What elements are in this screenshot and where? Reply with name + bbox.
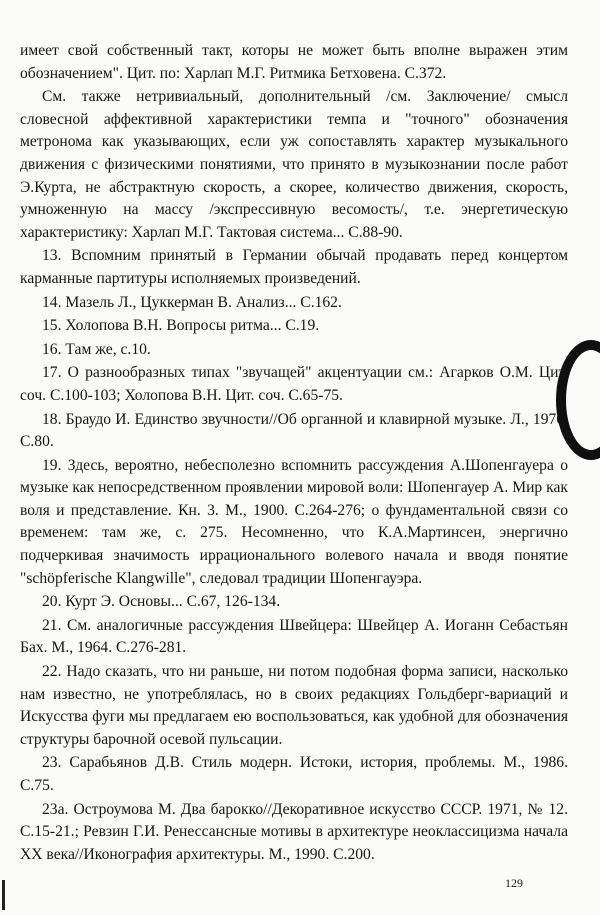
footnote-17: 17. О разнообразных типах "звучащей" акцентуации см.: Агарков О.М. Цит. соч. С.100-103; Холопова В.Н. Цит. соч. С.65-75. (20, 364, 568, 404)
footnote-18: 18. Браудо И. Единство звучности//Об органной и клавирной музыке. Л., 1976. С.80. (20, 410, 568, 451)
footnote-21: 21. См. аналогичные рассуждения Швейцера: Швейцер А. Иоганн Себастьян Бах. М., 1964. С.276-281. (20, 616, 568, 657)
footnote-23a: 23а. Остроумова М. Два барокко//Декоративное искусство СССР. 1971, № 12. С.15-21.; Ревзин Г.И. Ренессансные мотивы в архитектуре неоклассицизма начала XX века//Иконография архитектуры. М., 1990. С.200. (20, 800, 568, 863)
paragraph-see-also: См. также нетривиальный, дополнительный /см. Заключение/ смысл словесной аффективной характеристики темпа и "точного" обозначения метронома как указывающих, если уж сопоставлять характер музыкального движения с физическими понятиями, что принято в музыкознании после работ Э.Курта, не абстрактную скорость, а скорее, количество движения, скорость, умноженную на массу /экспрессивную весомость/, т.е. энергетическую характеристику: Харлап М.Г. Тактовая система... С.88-90. (20, 88, 568, 241)
footnote-22: 22. Надо сказать, что ни раньше, ни потом подобная форма записи, насколько нам известно, не употреблялась, но в своих редакциях Гольдберг-вариаций и Искусства фуги мы предлагаем ею воспользоваться, как удобной для обозначения структуры барочной осевой пульсации. (20, 663, 568, 748)
footnote-16: 16. Там же, с.10. (42, 340, 151, 358)
footnotes-text (20, 40, 568, 867)
page-number: 129 (505, 876, 523, 890)
footnote-23: 23. Сарабьянов Д.В. Стиль модерн. Истоки, история, проблемы. М., 1986. С.75. (20, 754, 568, 794)
footnote-15: 15. Холопова В.Н. Вопросы ритма... С.19. (42, 317, 320, 335)
scan-edge-mark (2, 880, 5, 910)
footnote-14: 14. Мазель Л., Цуккерман В. Анализ... С.162. (42, 293, 342, 311)
footnote-19: 19. Здесь, вероятно, небесполезно вспомнить рассуждения А.Шопенгауера о музыке как непосредственном проявлении мировой воли: Шопенгауер А. Мир как воля и представление. Кн. 3. М., 1900. С.264-276; о фундаментальной связи со временем: там же, с. 275. Несомненно, что К.А.Мартинсен, энергично подчеркивая значимость иррационального волевого начала и вводя понятие "schöpferische Klangwille", следовал традиции Шопенгауэра. (20, 456, 568, 587)
footnote-13: 13. Вспомним принятый в Германии обычай продавать перед концертом карманные партитуры исполняемых произведений. (20, 247, 568, 287)
paragraph-continuation: имеет свой собственный такт, которы не может быть вполне выражен этим обозначением". Цит. по: Харлап М.Г. Ритмика Бетховена. С.372. (20, 42, 568, 82)
footnote-20: 20. Курт Э. Основы... С.67, 126-134. (42, 593, 281, 611)
